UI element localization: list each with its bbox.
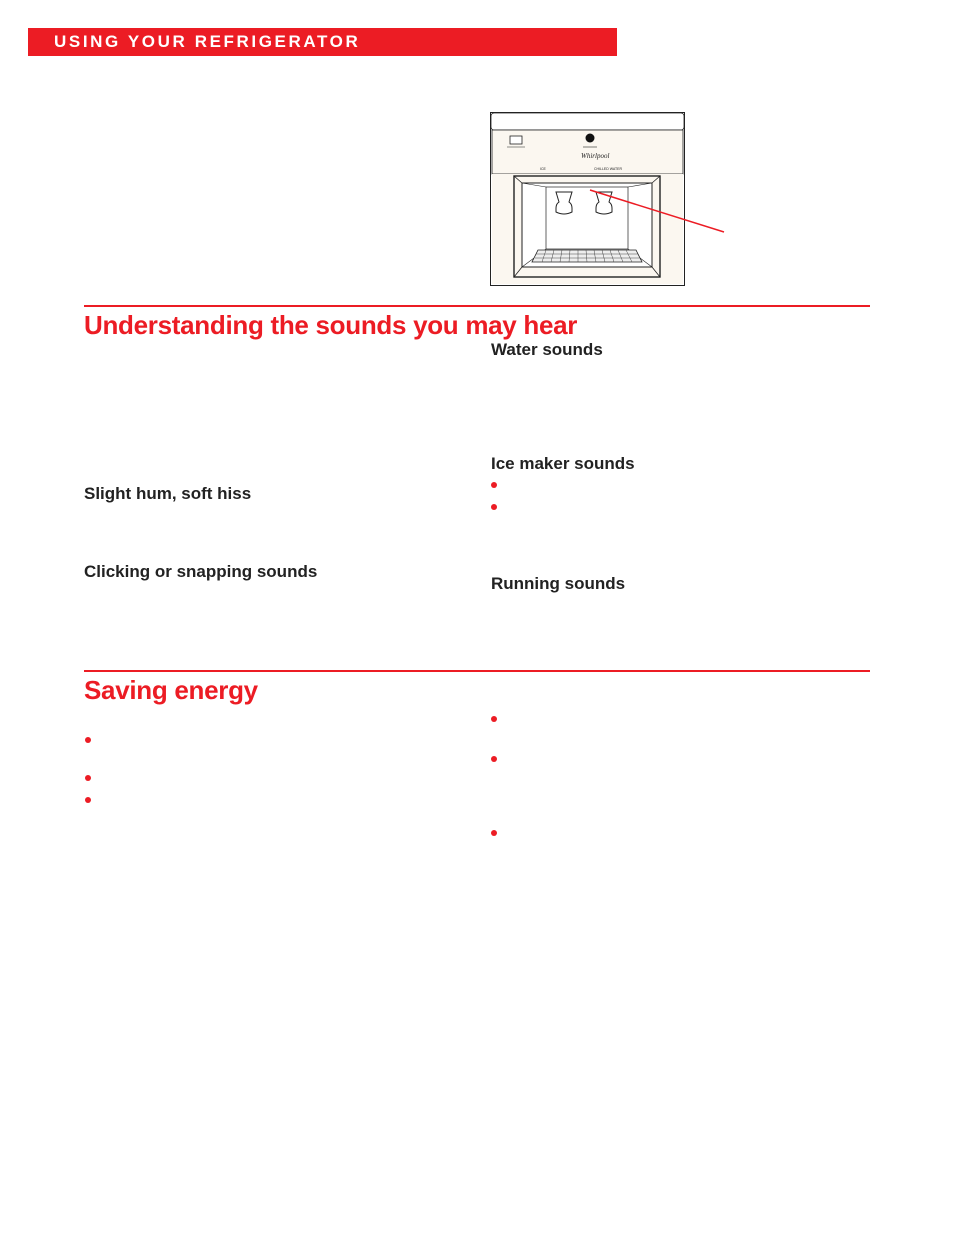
subhead-slight-hum: Slight hum, soft hiss bbox=[84, 484, 252, 503]
subhead-running-sounds: Running sounds bbox=[491, 574, 626, 593]
brand-mark: Whirlpool bbox=[581, 152, 610, 160]
subhead-ice-maker-sounds: Ice maker sounds bbox=[491, 454, 635, 473]
banner-label: USING YOUR REFRIGERATOR bbox=[54, 32, 361, 51]
sounds-section-title: Understanding the sounds you may hear bbox=[84, 310, 578, 340]
energy-section-title: Saving energy bbox=[84, 675, 258, 705]
callout-pointer bbox=[0, 0, 954, 300]
panel-label-left: ICE bbox=[540, 167, 546, 171]
energy-left-bullet-3 bbox=[85, 797, 91, 803]
subhead-water-sounds: Water sounds bbox=[491, 340, 603, 359]
ice-maker-bullet-2 bbox=[491, 504, 497, 510]
energy-right-bullet-2 bbox=[491, 756, 497, 762]
energy-right-bullet-1 bbox=[491, 716, 497, 722]
energy-left-bullet-1 bbox=[85, 737, 91, 743]
section-divider-sounds bbox=[84, 305, 870, 307]
ice-maker-bullet-1 bbox=[491, 482, 497, 488]
section-divider-energy bbox=[84, 670, 870, 672]
subhead-clicking-sounds: Clicking or snapping sounds bbox=[84, 562, 318, 581]
energy-left-bullet-2 bbox=[85, 775, 91, 781]
energy-right-bullet-3 bbox=[491, 830, 497, 836]
panel-label-right: CHILLED WATER bbox=[594, 167, 623, 171]
